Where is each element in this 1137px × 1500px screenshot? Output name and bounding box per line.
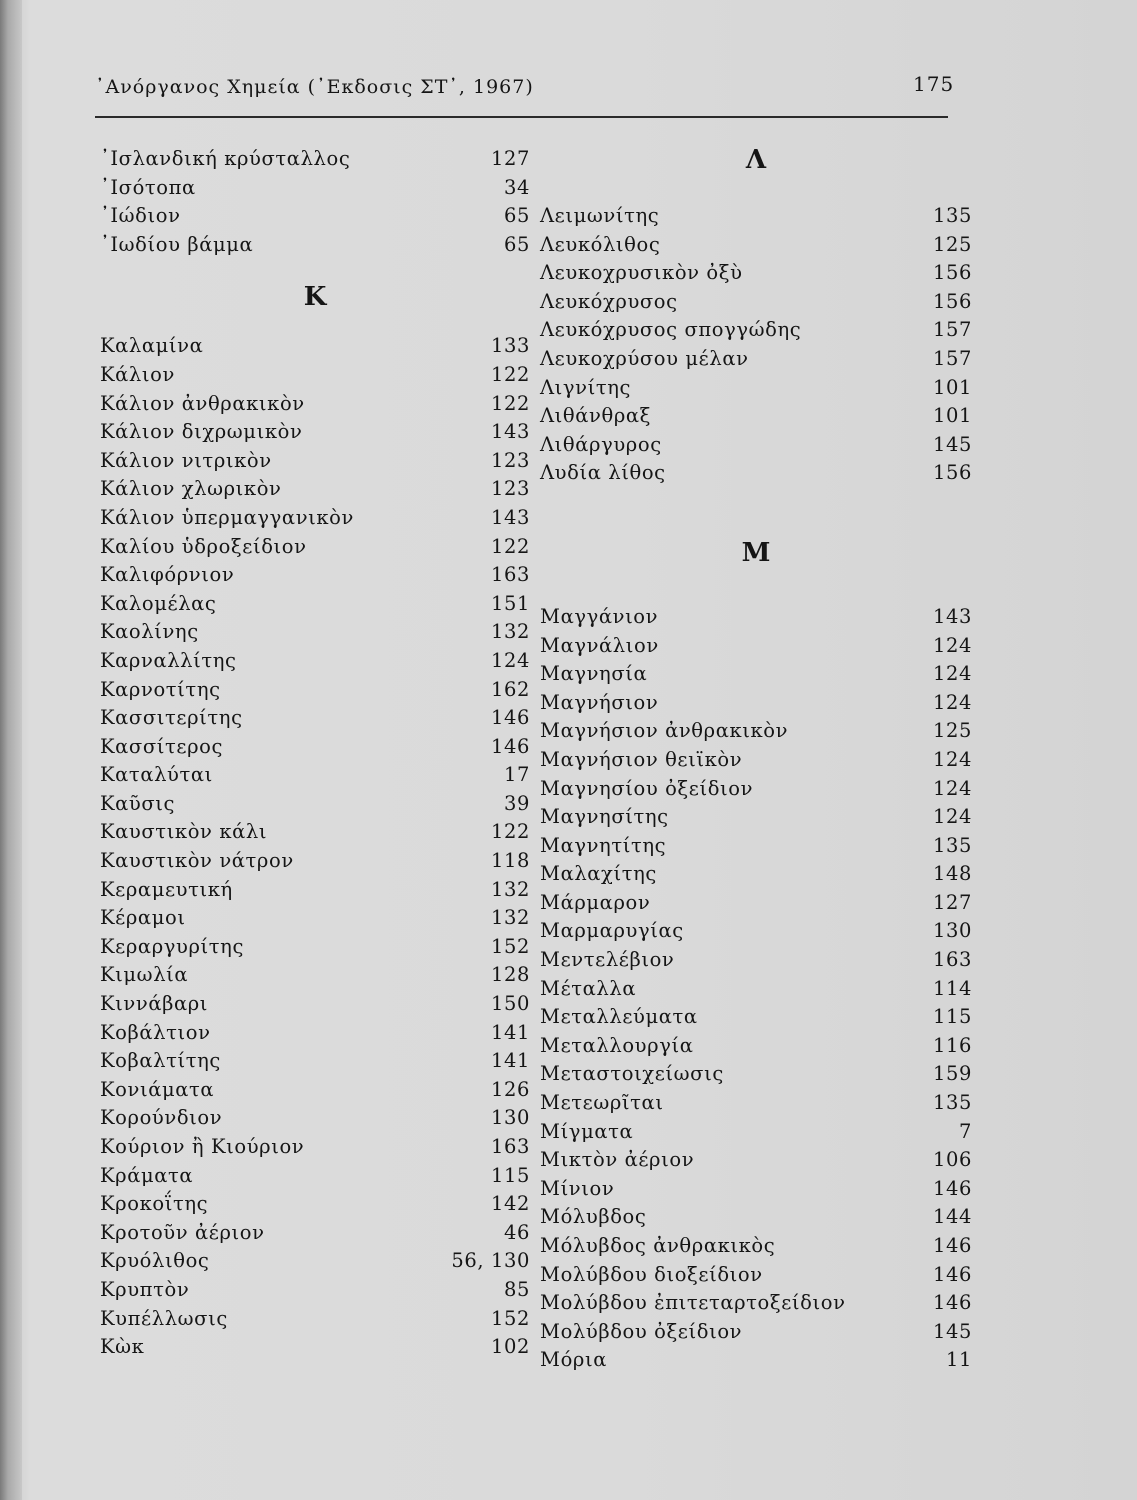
index-entry bbox=[100, 992, 530, 1021]
index-entry bbox=[100, 1164, 530, 1193]
index-entry bbox=[100, 792, 530, 821]
index-entry bbox=[540, 461, 972, 490]
index-entry bbox=[540, 919, 972, 948]
index-page-ref: 122 bbox=[490, 362, 530, 386]
index-page-ref: 141 bbox=[490, 1020, 530, 1044]
index-page-ref: 130 bbox=[932, 919, 972, 943]
index-page-ref: 127 bbox=[490, 147, 530, 170]
index-page-ref: 116 bbox=[932, 1033, 972, 1057]
index-entry bbox=[540, 691, 972, 720]
index-page-ref: 118 bbox=[490, 849, 530, 873]
index-entry bbox=[540, 376, 972, 405]
index-term: Μέταλλα bbox=[540, 976, 637, 1000]
index-page-ref: 163 bbox=[490, 563, 530, 587]
index-page-ref: 145 bbox=[932, 1319, 972, 1343]
index-page-ref: 7 bbox=[958, 1119, 972, 1143]
index-term: Κασσιτερίτης bbox=[100, 706, 243, 730]
index-entry bbox=[540, 1034, 972, 1063]
index-term: Μαγνητίτης bbox=[540, 833, 667, 857]
index-page-ref: 143 bbox=[490, 420, 530, 444]
index-term: Λειμωνίτης bbox=[540, 204, 660, 227]
index-entry bbox=[100, 878, 530, 907]
index-term: Κρυπτὸν bbox=[100, 1277, 190, 1301]
index-page-ref: 151 bbox=[490, 591, 530, 615]
index-term: Κασσίτερος bbox=[100, 734, 224, 758]
index-page-ref: 163 bbox=[932, 948, 972, 972]
index-term: Μεταστοιχείωσις bbox=[540, 1062, 724, 1086]
index-page-ref: 132 bbox=[490, 906, 530, 930]
index-page-ref: 162 bbox=[490, 677, 530, 701]
index-page-ref: 156 bbox=[932, 461, 972, 485]
index-entry bbox=[540, 1205, 972, 1234]
index-page-ref: 132 bbox=[490, 877, 530, 901]
index-page-ref: 85 bbox=[503, 1277, 530, 1301]
index-entry bbox=[100, 449, 530, 478]
index-term: Μαγνήσιον θειϊκὸν bbox=[540, 747, 743, 771]
index-page-ref: 146 bbox=[490, 706, 530, 730]
index-term: Κεραμευτική bbox=[100, 877, 233, 901]
index-term: Μετεωρῖται bbox=[540, 1091, 664, 1115]
index-term: Κροκοΐτης bbox=[100, 1192, 209, 1216]
index-entry bbox=[100, 763, 530, 792]
index-term: Μίνιον bbox=[540, 1176, 615, 1200]
index-term: Κέραμοι bbox=[100, 906, 186, 930]
index-term: Κάλιον ἀνθρακικὸν bbox=[100, 391, 305, 415]
index-entry bbox=[540, 977, 972, 1006]
index-page-ref: 163 bbox=[490, 1135, 530, 1158]
index-entry bbox=[100, 1021, 530, 1050]
index-entry bbox=[540, 433, 972, 462]
index-term: Μεταλλεύματα bbox=[540, 1005, 698, 1029]
index-entry bbox=[540, 347, 972, 376]
index-entry bbox=[100, 592, 530, 621]
section-letter-kappa: Κ bbox=[303, 282, 327, 313]
index-term: Κὼκ bbox=[100, 1335, 145, 1359]
index-page-ref: 122 bbox=[490, 534, 530, 558]
index-entry bbox=[100, 1249, 530, 1278]
index-page-ref: 123 bbox=[490, 448, 530, 472]
index-term: Κάλιον χλωρικὸν bbox=[100, 477, 282, 501]
index-page-ref: 132 bbox=[490, 620, 530, 644]
index-page-ref: 114 bbox=[932, 976, 972, 1000]
index-term: Κυπέλλωσις bbox=[100, 1306, 228, 1330]
index-term: Μαγνησίτης bbox=[540, 805, 669, 829]
section-letter-mu: Μ bbox=[741, 537, 771, 568]
index-term: Καολίνης bbox=[100, 620, 199, 644]
index-column-right bbox=[540, 147, 972, 1377]
index-term: Μαγνησία bbox=[540, 662, 648, 686]
index-term: Λευκόλιθος bbox=[540, 232, 661, 256]
index-term: Μόλυβδος ἀνθρακικὸς bbox=[540, 1234, 776, 1257]
index-entry bbox=[540, 1320, 972, 1349]
index-entry bbox=[100, 649, 530, 678]
index-entry bbox=[540, 662, 972, 691]
index-term: Μόλυβδος bbox=[540, 1205, 647, 1229]
index-term: Καλομέλας bbox=[100, 591, 217, 615]
index-term: Μαγνησίου ὀξείδιον bbox=[540, 776, 754, 800]
index-entry bbox=[100, 1192, 530, 1221]
index-term: Καυστικὸν νάτρον bbox=[100, 849, 294, 873]
index-entry bbox=[100, 1049, 530, 1078]
index-term: Μάρμαρον bbox=[540, 890, 651, 914]
index-term: Λευκοχρυσικὸν ὀξὺ bbox=[540, 261, 743, 285]
index-page-ref: 159 bbox=[932, 1062, 972, 1086]
index-term: Μολύβδου ἐπιτεταρτοξείδιον bbox=[540, 1291, 846, 1315]
index-entry bbox=[100, 535, 530, 564]
index-page-ref: 146 bbox=[932, 1234, 972, 1257]
index-page-ref: 115 bbox=[932, 1005, 972, 1029]
index-entry bbox=[540, 748, 972, 777]
index-page-ref: 101 bbox=[932, 404, 972, 428]
index-page-ref: 123 bbox=[490, 477, 530, 501]
index-page-ref: 135 bbox=[932, 833, 972, 857]
scan-binding-shadow bbox=[0, 0, 22, 1500]
index-term: ᾽Ισότοπα bbox=[100, 175, 196, 199]
index-page-ref: 146 bbox=[490, 734, 530, 758]
index-page-ref: 143 bbox=[490, 505, 530, 529]
index-entry bbox=[540, 1263, 972, 1292]
index-term: Κάλιον bbox=[100, 362, 175, 386]
index-entry bbox=[540, 261, 972, 290]
index-entry bbox=[100, 1307, 530, 1336]
index-page-ref: 34 bbox=[503, 175, 530, 199]
index-group-iota bbox=[100, 147, 530, 261]
index-entry bbox=[100, 1278, 530, 1307]
index-term: Κονιάματα bbox=[100, 1077, 215, 1101]
index-page-ref: 124 bbox=[490, 648, 530, 672]
index-entry bbox=[540, 777, 972, 806]
index-term: Κιννάβαρι bbox=[100, 992, 209, 1016]
index-term: Λυδία λίθος bbox=[540, 461, 666, 485]
index-entry bbox=[100, 735, 530, 764]
index-page-ref: 106 bbox=[932, 1148, 972, 1172]
index-entry bbox=[100, 1078, 530, 1107]
index-entry bbox=[540, 1005, 972, 1034]
index-page-ref: 146 bbox=[932, 1291, 972, 1315]
index-entry bbox=[540, 233, 972, 262]
index-entry bbox=[100, 906, 530, 935]
index-entry bbox=[100, 176, 530, 205]
index-entry bbox=[540, 204, 972, 233]
index-page-ref: 142 bbox=[490, 1192, 530, 1216]
index-term: Μικτὸν ἀέριον bbox=[540, 1148, 695, 1172]
index-entry bbox=[100, 147, 530, 176]
index-entry bbox=[540, 634, 972, 663]
index-page-ref: 126 bbox=[490, 1077, 530, 1101]
index-entry bbox=[540, 834, 972, 863]
index-entry bbox=[540, 605, 972, 634]
index-page-ref: 124 bbox=[932, 776, 972, 800]
index-page-ref: 130 bbox=[490, 1106, 530, 1130]
index-page-ref: 124 bbox=[932, 662, 972, 686]
index-group-mu bbox=[540, 605, 972, 1377]
index-entry bbox=[100, 849, 530, 878]
index-entry bbox=[100, 363, 530, 392]
index-entry bbox=[540, 1120, 972, 1149]
index-page-ref: 157 bbox=[932, 318, 972, 342]
index-page-ref: 148 bbox=[932, 862, 972, 886]
index-page-ref: 145 bbox=[932, 432, 972, 456]
index-term: Μολύβδου ὀξείδιον bbox=[540, 1319, 743, 1343]
index-term: Λευκόχρυσος σπογγώδης bbox=[540, 318, 802, 342]
index-entry bbox=[540, 318, 972, 347]
index-term: Κορούνδιον bbox=[100, 1106, 223, 1130]
index-column-left bbox=[100, 147, 530, 1364]
index-term: Κούριον ἢ Κιούριον bbox=[100, 1135, 305, 1158]
index-term: Μαγνάλιον bbox=[540, 633, 659, 657]
index-term: Κοβαλτίτης bbox=[100, 1049, 221, 1073]
index-page-ref: 101 bbox=[932, 375, 972, 399]
index-term: Κοβάλτιον bbox=[100, 1020, 211, 1044]
index-term: Λιθάργυρος bbox=[540, 432, 662, 456]
index-term: Κάλιον ὑπερμαγγανικὸν bbox=[100, 505, 354, 529]
index-page-ref: 127 bbox=[932, 890, 972, 914]
index-entry bbox=[100, 204, 530, 233]
index-term: ᾽Ιωδίου βάμμα bbox=[100, 232, 254, 256]
index-term: Κεραργυρίτης bbox=[100, 934, 244, 958]
index-page-ref: 39 bbox=[503, 791, 530, 815]
index-entry bbox=[100, 1221, 530, 1250]
index-term: Καῦσις bbox=[100, 791, 176, 815]
index-page-ref: 122 bbox=[490, 391, 530, 415]
index-entry bbox=[100, 620, 530, 649]
header-rule bbox=[95, 116, 948, 118]
index-entry bbox=[100, 420, 530, 449]
index-page-ref: 65 bbox=[503, 204, 530, 228]
index-term: Κροτοῦν ἀέριον bbox=[100, 1220, 265, 1244]
index-page-ref: 128 bbox=[490, 963, 530, 987]
index-term: Μεταλλουργία bbox=[540, 1033, 694, 1057]
index-entry bbox=[100, 963, 530, 992]
running-header-title: ᾽Ανόργανος Χημεία (᾽Εκδοσις ΣΤ᾽, 1967) bbox=[95, 76, 534, 98]
index-page-ref: 135 bbox=[932, 1091, 972, 1115]
index-term: Μαγνήσιον ἀνθρακικὸν bbox=[540, 719, 789, 743]
index-entry bbox=[100, 563, 530, 592]
index-page-ref: 124 bbox=[932, 690, 972, 714]
index-term: Λιθάνθραξ bbox=[540, 404, 652, 428]
index-term: Λιγνίτης bbox=[540, 375, 632, 399]
index-entry bbox=[540, 891, 972, 920]
index-entry bbox=[540, 862, 972, 891]
index-page-ref: 152 bbox=[490, 1306, 530, 1330]
section-letter-lambda: Λ bbox=[745, 145, 767, 175]
index-entry bbox=[540, 404, 972, 433]
index-page-ref: 56, 130 bbox=[451, 1249, 530, 1273]
index-page-ref: 122 bbox=[490, 820, 530, 844]
index-page-ref: 156 bbox=[932, 261, 972, 285]
index-term: Λευκόχρυσος bbox=[540, 289, 678, 313]
index-entry bbox=[540, 1291, 972, 1320]
index-term: Καλίου ὑδροξείδιον bbox=[100, 534, 307, 558]
index-page-ref: 156 bbox=[932, 289, 972, 313]
index-term: Μεντελέβιον bbox=[540, 948, 675, 972]
index-entry bbox=[540, 1348, 972, 1377]
index-entry bbox=[100, 477, 530, 506]
index-term: Μίγματα bbox=[540, 1119, 634, 1143]
index-page-ref: 11 bbox=[945, 1348, 972, 1372]
index-entry bbox=[540, 1148, 972, 1177]
index-group-kappa bbox=[100, 334, 530, 1363]
index-page-ref: 124 bbox=[932, 633, 972, 657]
index-term: Μαγγάνιον bbox=[540, 604, 659, 628]
index-page-ref: 146 bbox=[932, 1176, 972, 1200]
index-page-ref: 157 bbox=[932, 346, 972, 370]
index-entry bbox=[540, 719, 972, 748]
index-term: Καλαμίνα bbox=[100, 334, 204, 358]
index-entry bbox=[100, 820, 530, 849]
index-term: ᾽Ιώδιον bbox=[100, 204, 181, 228]
index-page-ref: 124 bbox=[932, 805, 972, 829]
index-page-ref: 135 bbox=[932, 204, 972, 227]
index-entry bbox=[100, 1335, 530, 1364]
index-entry bbox=[100, 506, 530, 535]
index-entry bbox=[100, 678, 530, 707]
index-term: Κιμωλία bbox=[100, 963, 189, 987]
index-page-ref: 125 bbox=[932, 232, 972, 256]
index-page-ref: 46 bbox=[503, 1220, 530, 1244]
index-term: Μαγνήσιον bbox=[540, 690, 659, 714]
index-page-ref: 141 bbox=[490, 1049, 530, 1073]
page-number: 175 bbox=[913, 72, 955, 96]
index-term: Κράματα bbox=[100, 1163, 194, 1187]
index-term: Καλιφόρνιον bbox=[100, 563, 235, 587]
index-entry bbox=[100, 935, 530, 964]
index-term: Κάλιον νιτρικὸν bbox=[100, 448, 272, 472]
index-entry bbox=[540, 290, 972, 319]
index-term: Μόρια bbox=[540, 1348, 607, 1372]
index-page-ref: 150 bbox=[490, 992, 530, 1016]
index-term: Κάλιον διχρωμικὸν bbox=[100, 420, 303, 444]
index-term: Κρυόλιθος bbox=[100, 1249, 210, 1273]
index-entry bbox=[540, 1177, 972, 1206]
index-entry bbox=[540, 1091, 972, 1120]
index-entry bbox=[100, 706, 530, 735]
index-page-ref: 17 bbox=[503, 763, 530, 787]
index-entry bbox=[540, 805, 972, 834]
index-term: Καρναλλίτης bbox=[100, 648, 237, 672]
index-term: Καταλύται bbox=[100, 763, 213, 787]
index-page-ref: 144 bbox=[932, 1205, 972, 1229]
index-entry bbox=[100, 1135, 530, 1164]
index-term: Καρνοτίτης bbox=[100, 677, 221, 701]
index-term: Μαλαχίτης bbox=[540, 862, 657, 886]
index-group-lambda bbox=[540, 204, 972, 490]
index-term: Μαρμαρυγίας bbox=[540, 919, 684, 943]
index-entry bbox=[100, 334, 530, 363]
index-entry bbox=[540, 1234, 972, 1263]
index-page-ref: 146 bbox=[932, 1262, 972, 1286]
index-term: Καυστικὸν κάλι bbox=[100, 820, 268, 844]
index-page-ref: 65 bbox=[503, 232, 530, 256]
index-entry bbox=[100, 392, 530, 421]
index-page-ref: 125 bbox=[932, 719, 972, 743]
index-term: ᾽Ισλανδική κρύσταλλος bbox=[100, 147, 351, 170]
index-term: Λευκοχρύσου μέλαν bbox=[540, 346, 749, 370]
index-term: Μολύβδου διοξείδιον bbox=[540, 1262, 763, 1286]
index-page-ref: 124 bbox=[932, 747, 972, 771]
index-page-ref: 115 bbox=[490, 1163, 530, 1187]
index-page-ref: 152 bbox=[490, 934, 530, 958]
index-entry bbox=[100, 233, 530, 262]
index-page-ref: 133 bbox=[490, 334, 530, 358]
index-page-ref: 102 bbox=[490, 1335, 530, 1359]
index-page-ref: 143 bbox=[932, 604, 972, 628]
index-entry bbox=[540, 948, 972, 977]
index-entry bbox=[540, 1062, 972, 1091]
index-entry bbox=[100, 1106, 530, 1135]
